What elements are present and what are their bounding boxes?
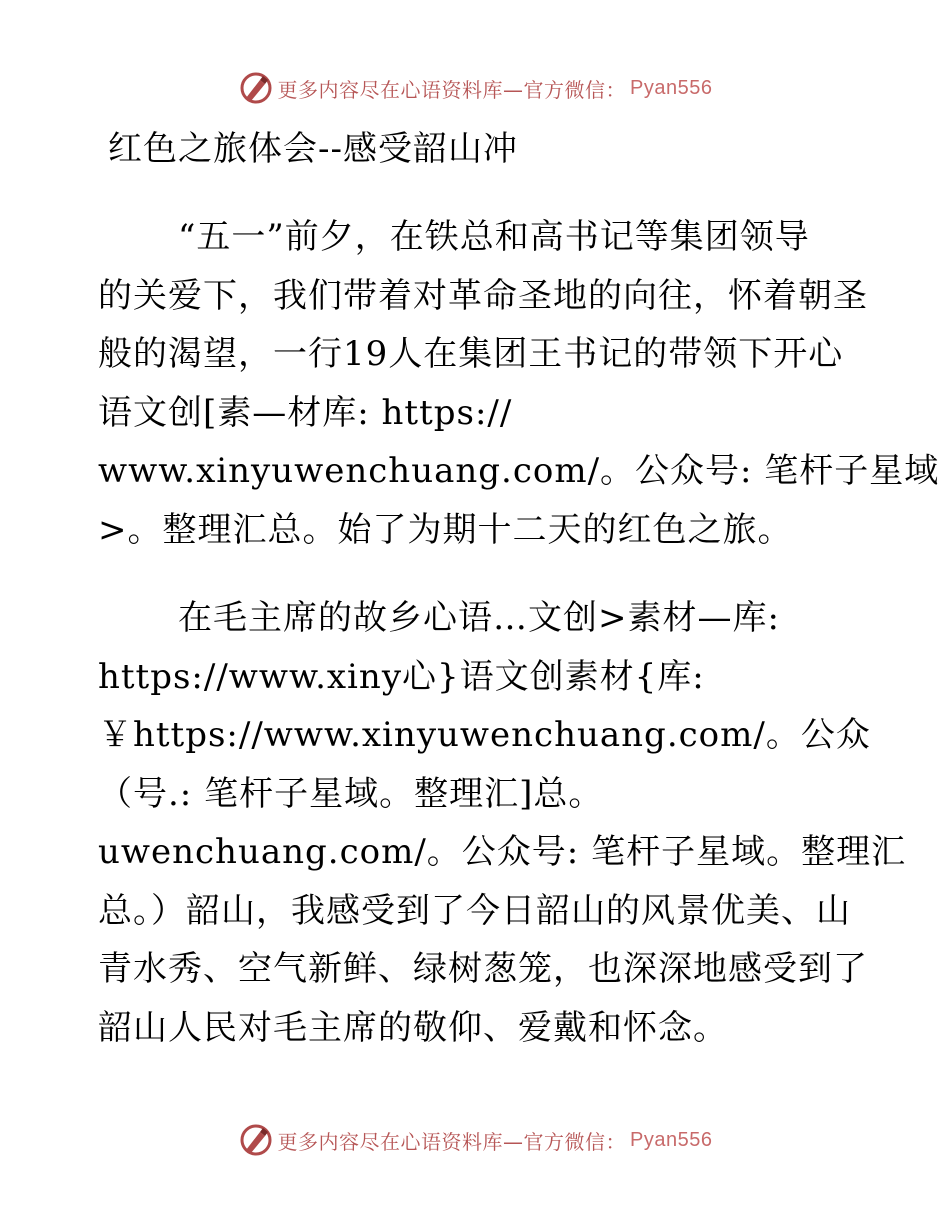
paragraph-line: 的关爱下，我们带着对革命圣地的向往，怀着朝圣 (98, 275, 868, 316)
paragraph-2 (98, 589, 907, 1057)
watermark-text: 更多内容尽在心语资料库—官方微信： (277, 1129, 627, 1154)
header-watermark (0, 70, 950, 106)
document-title: 红色之旅体会--感受韶山冲 (108, 129, 518, 169)
footer-watermark (0, 1122, 950, 1158)
paragraph-line: 在毛主席的故乡心语…文创>素材—库: (178, 598, 780, 638)
pen-logo-icon (238, 70, 274, 106)
pen-logo-icon (238, 1122, 274, 1158)
paragraph-line: ￥https://www.xinyuwenchuang.com/。公众 (98, 715, 871, 755)
paragraph-1 (98, 208, 940, 559)
watermark-wechat-id: Pyan556 (630, 76, 713, 99)
paragraph-line: 青水秀、空气新鲜、绿树葱笼，也深深地感受到了 (98, 949, 868, 989)
paragraph-line: 语文创[素—材库: https:// (98, 392, 513, 433)
paragraph-line: https://www.xiny心}语文创素材{库: (98, 656, 705, 697)
paragraph-line: 般的渴望，一行19人在集团王书记的带领下开心 (98, 334, 844, 374)
paragraph-line: 总。）韶山，我感受到了今日韶山的风景优美、山 (98, 890, 851, 931)
paragraph-line: www.xinyuwenchuang.com/。公众号: 笔杆子星域 (98, 451, 940, 491)
paragraph-line: （号.: 笔杆子星域。整理汇]总。 (98, 773, 604, 814)
watermark-wechat-id: Pyan556 (630, 1128, 713, 1151)
document-body (98, 120, 940, 1057)
paragraph-line: “五一”前夕，在铁总和高书记等集团领导 (178, 217, 810, 257)
paragraph-line: >。整理汇总。始了为期十二天的红色之旅。 (98, 509, 793, 550)
paragraph-line: 韶山人民对毛主席的敬仰、爱戴和怀念。 (98, 1007, 728, 1048)
watermark-text: 更多内容尽在心语资料库—官方微信： (277, 77, 627, 102)
paragraph-line: uwenchuang.com/。公众号: 笔杆子星域。整理汇 (98, 832, 907, 872)
